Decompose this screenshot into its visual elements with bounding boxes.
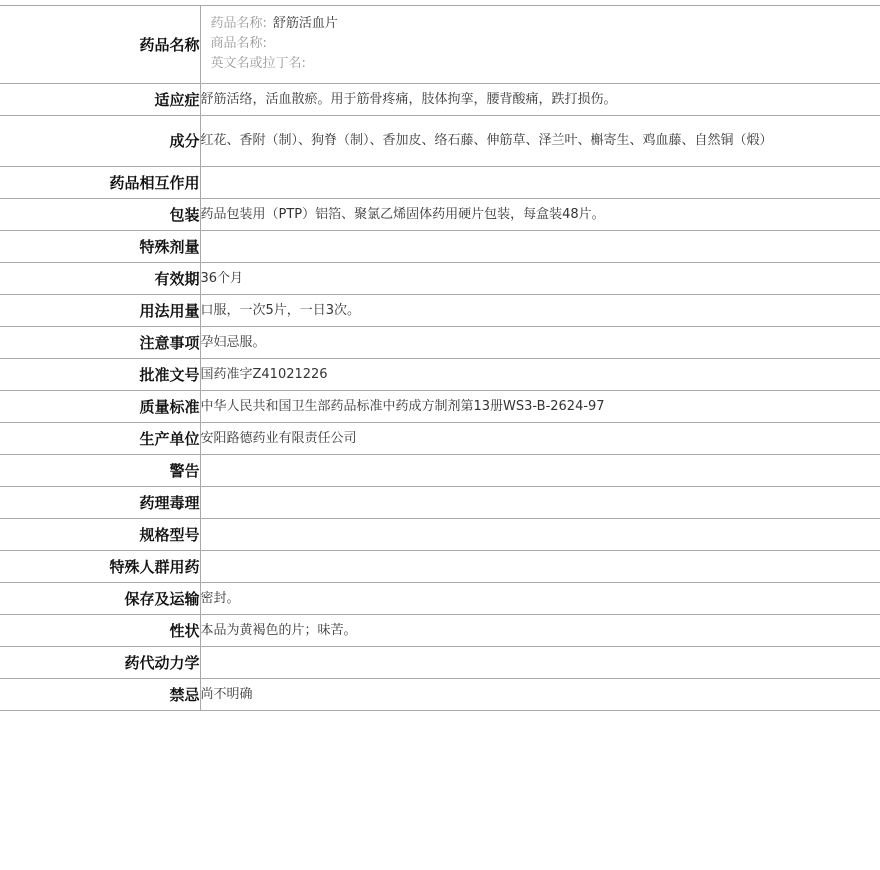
row-label: 包装 [0, 198, 200, 230]
table-row-precautions [0, 326, 880, 358]
row-label: 禁忌 [0, 678, 200, 710]
table-row-name [0, 6, 880, 83]
table-row-shelf-life [0, 262, 880, 294]
table-row-contraindications [0, 678, 880, 710]
row-label: 保存及运输 [0, 582, 200, 614]
row-value: 安阳路德药业有限责任公司 [200, 422, 880, 454]
row-value: 尚不明确 [200, 678, 880, 710]
row-value: 本品为黄褐色的片；味苦。 [200, 614, 880, 646]
row-label: 警告 [0, 454, 200, 486]
row-label: 成分 [0, 115, 200, 166]
row-value: 口服，一次5片，一日3次。 [200, 294, 880, 326]
row-value [200, 230, 880, 262]
row-value: 药品包装用（PTP）铝箔、聚氯乙烯固体药用硬片包装，每盒装48片。 [200, 198, 880, 230]
table-row-storage [0, 582, 880, 614]
table-row-specification [0, 518, 880, 550]
table-row-pharmacology [0, 486, 880, 518]
row-value: 密封。 [200, 582, 880, 614]
generic-name-key: 药品名称: [210, 16, 267, 32]
row-value: 孕妇忌服。 [200, 326, 880, 358]
table-row-interactions [0, 166, 880, 198]
table-row-pharmacokinetics [0, 646, 880, 678]
drug-names-cell [200, 6, 880, 83]
row-value [200, 454, 880, 486]
row-label: 规格型号 [0, 518, 200, 550]
row-label: 注意事项 [0, 326, 200, 358]
english-name-key: 英文名或拉丁名: [210, 56, 306, 72]
generic-name-line [211, 14, 880, 34]
trade-name-key: 商品名称: [210, 36, 267, 52]
row-value: 红花、香附（制）、狗脊（制）、香加皮、络石藤、伸筋草、泽兰叶、槲寄生、鸡血藤、自然铜（煅） [200, 115, 880, 166]
row-label: 生产单位 [0, 422, 200, 454]
generic-name-value: 舒筋活血片 [272, 16, 338, 32]
row-label: 特殊人群用药 [0, 550, 200, 582]
row-label: 批准文号 [0, 358, 200, 390]
table-row-indications [0, 83, 880, 115]
row-label: 药理毒理 [0, 486, 200, 518]
row-label: 有效期 [0, 262, 200, 294]
table-row-dosage [0, 294, 880, 326]
row-label: 药代动力学 [0, 646, 200, 678]
row-label: 特殊剂量 [0, 230, 200, 262]
row-label: 药品相互作用 [0, 166, 200, 198]
trade-name-line [211, 34, 880, 54]
table-row-packaging [0, 198, 880, 230]
row-value: 36个月 [200, 262, 880, 294]
table-row-warning [0, 454, 880, 486]
row-value: 舒筋活络，活血散瘀。用于筋骨疼痛，肢体拘挛，腰背酸痛，跌打损伤。 [200, 83, 880, 115]
table-row-special-populations [0, 550, 880, 582]
row-value: 中华人民共和国卫生部药品标准中药成方制剂第13册WS3-B-2624-97 [200, 390, 880, 422]
table-row-special-dosage [0, 230, 880, 262]
row-value [200, 646, 880, 678]
table-row-approval-number [0, 358, 880, 390]
row-value: 国药准字Z41021226 [200, 358, 880, 390]
row-label: 药品名称 [0, 6, 200, 83]
drug-info-table [0, 6, 880, 711]
row-label: 适应症 [0, 83, 200, 115]
table-row-manufacturer [0, 422, 880, 454]
row-label: 质量标准 [0, 390, 200, 422]
row-value [200, 166, 880, 198]
english-name-line [211, 54, 880, 74]
row-value [200, 486, 880, 518]
row-value [200, 550, 880, 582]
table-row-ingredients [0, 115, 880, 166]
table-row-description [0, 614, 880, 646]
row-label: 用法用量 [0, 294, 200, 326]
row-value [200, 518, 880, 550]
table-row-quality-standard [0, 390, 880, 422]
row-label: 性状 [0, 614, 200, 646]
